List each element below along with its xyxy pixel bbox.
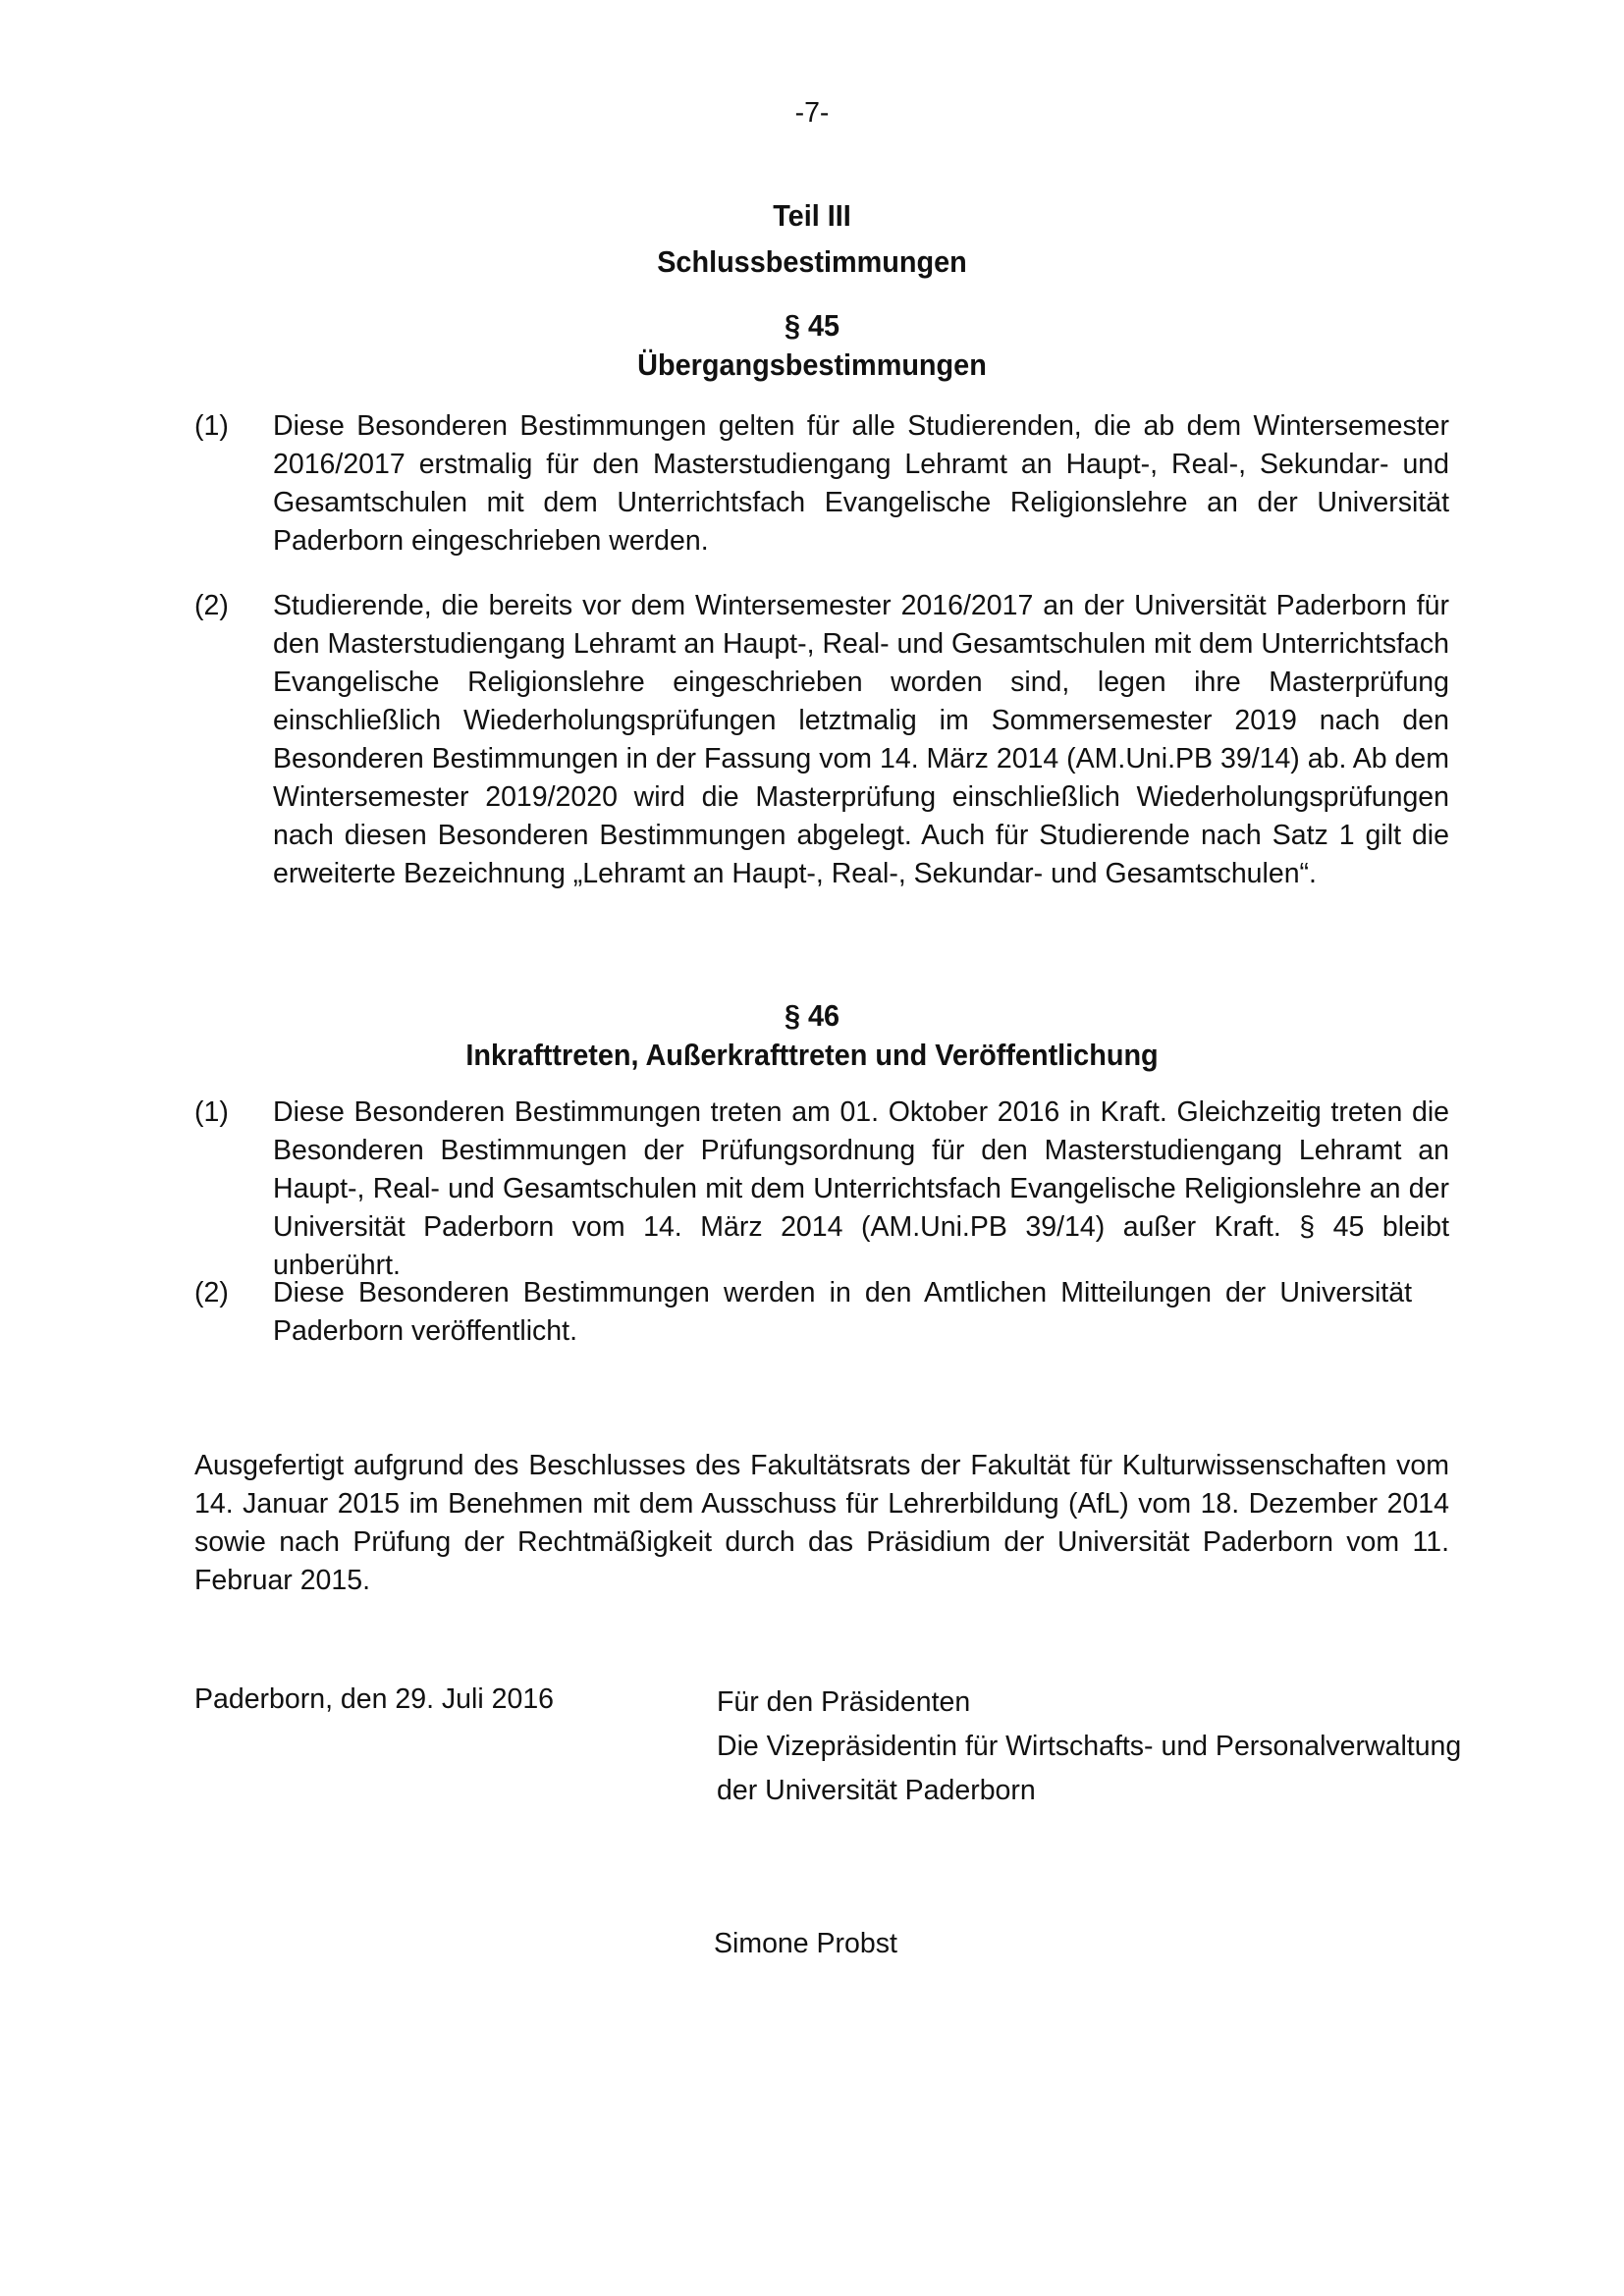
clause-text: Studierende, die bereits vor dem Wintersemester 2016/2017 an der Universität Paderborn für den Masterstudiengang Lehramt an Haupt-, Real- und Gesamtschulen mit dem Unterrichtsfach Evangelische Religionslehre eingeschrieben worden sind, legen ihre Masterprüfung einschließlich Wiederholungsprüfungen letztmalig im Sommersemester 2019 nach den Besonderen Bestimmungen in der Fassung vom 14. März 2014 (AM.Uni.PB 39/14) ab. Ab dem Wintersemester 2019/2020 wird die Masterprüfung einschließlich Wiederholungsprüfungen nach diesen Besonderen Bestimmungen abgelegt. Auch für Studierende nach Satz 1 gilt die erweiterte Bezeichnung „Lehramt an Haupt-, Real-, Sekundar- und Gesamtschulen“.	[273, 590, 1449, 889]
page-number: -7-	[794, 97, 830, 129]
closing-paragraph: Ausgefertigt aufgrund des Beschlusses des Fakultätsrats der Fakultät für Kulturwissenschaften vom 14. Januar 2015 im Benehmen mit dem Ausschuss für Lehrerbildung (AfL) vom 18. Dezember 2014 sowie nach Prüfung der Rechtmäßigkeit durch das Präsidium der Universität Paderborn vom 11. Februar 2015.	[194, 1450, 1449, 1596]
clause-text: Diese Besonderen Bestimmungen treten am 01. Oktober 2016 in Kraft. Gleichzeitig treten die Besonderen Bestimmungen der Prüfungsordnung für den Masterstudiengang Lehramt an Haupt-, Real- und Gesamtschulen mit dem Unterrichtsfach Evangelische Religionslehre an der Universität Paderborn vom 14. März 2014 (AM.Uni.PB 39/14) außer Kraft. § 45 bleibt unberührt.	[273, 1096, 1449, 1281]
part-title: Teil III	[773, 198, 851, 233]
part-subtitle: Schlussbestimmungen	[657, 244, 967, 279]
section-46-number: § 46	[784, 998, 840, 1033]
clause-number: (2)	[194, 590, 229, 621]
clause-text: Diese Besonderen Bestimmungen werden in den Amtlichen Mitteilungen der Universität Paderborn veröffentlicht.	[273, 1277, 1412, 1347]
signature-block	[717, 1681, 1463, 1813]
clause-number: (2)	[194, 1277, 229, 1308]
signer-name: Simone Probst	[714, 1928, 897, 1959]
signature-line-1: Für den Präsidenten	[717, 1686, 971, 1718]
section-45-title: Übergangsbestimmungen	[637, 347, 987, 382]
section-46-title: Inkrafttreten, Außerkrafttreten und Veröffentlichung	[465, 1038, 1159, 1072]
place-date: Paderborn, den 29. Juli 2016	[194, 1683, 555, 1715]
section-45-number: § 45	[784, 308, 840, 343]
clause-number: (1)	[194, 410, 229, 442]
clause-text: Diese Besonderen Bestimmungen gelten für alle Studierenden, die ab dem Wintersemester 2016/2017 erstmalig für den Masterstudiengang Lehramt an Haupt-, Real-, Sekundar- und Gesamtschulen mit dem Unterrichtsfach Evangelische Religionslehre an der Universität Paderborn eingeschrieben werden.	[273, 410, 1449, 557]
clause-number: (1)	[194, 1096, 229, 1128]
signature-line-3: der Universität Paderborn	[717, 1775, 1036, 1806]
signature-line-2: Die Vizepräsidentin für Wirtschafts- und Personalverwaltung	[717, 1731, 1462, 1762]
